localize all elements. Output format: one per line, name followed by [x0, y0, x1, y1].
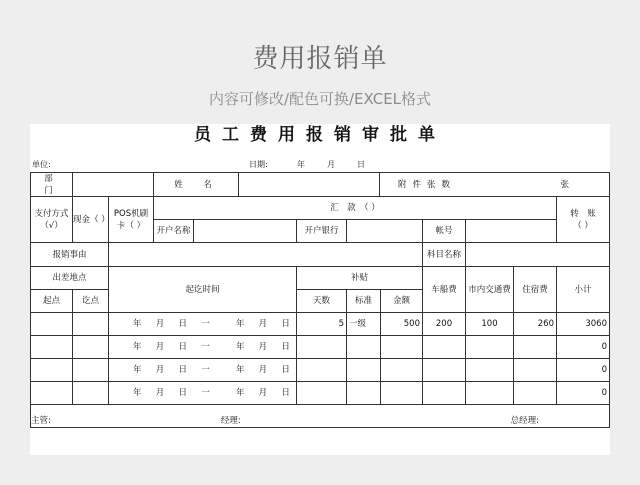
bank-label: 开户银行: [297, 220, 347, 243]
account-name-label: 开户名称: [154, 220, 194, 243]
period-field[interactable]: [109, 336, 297, 359]
days-field[interactable]: [297, 336, 347, 359]
end-field[interactable]: [73, 313, 109, 336]
gm-label: 总经理:: [510, 416, 539, 426]
signature-row: [31, 405, 610, 428]
trip-place-label: 出差地点: [31, 267, 109, 290]
days-field[interactable]: [297, 359, 347, 382]
date-month: 月: [327, 160, 335, 169]
subtotal-field[interactable]: 0: [557, 359, 610, 382]
period-field[interactable]: [109, 313, 297, 336]
date-day: 日: [357, 160, 365, 169]
subject-label: 科目名称: [423, 243, 466, 267]
subject-field[interactable]: [466, 243, 610, 267]
lodging-field[interactable]: [514, 336, 557, 359]
pos-option[interactable]: POS机刷卡（ ）: [109, 197, 154, 243]
transfer-option[interactable]: 转 账（ ）: [557, 197, 610, 243]
end-field[interactable]: [73, 382, 109, 405]
sheets-unit: 张: [560, 179, 569, 190]
standard-field[interactable]: [347, 359, 381, 382]
start-field[interactable]: [31, 336, 73, 359]
period-label: 起讫时间: [109, 267, 297, 313]
date-label: 日期:: [249, 160, 268, 169]
account-name-field[interactable]: [194, 220, 297, 243]
allowance-label: 补贴: [297, 267, 423, 290]
lodging-field[interactable]: [514, 382, 557, 405]
end-field[interactable]: [73, 336, 109, 359]
name-field[interactable]: [239, 173, 380, 197]
lodging-label: 住宿费: [514, 267, 557, 313]
bank-field[interactable]: [347, 220, 423, 243]
name-label: 姓 名: [154, 173, 239, 197]
date-year: 年: [297, 160, 305, 169]
standard-label: 标准: [347, 290, 381, 313]
period-field[interactable]: [109, 382, 297, 405]
amount-label: 金额: [381, 290, 423, 313]
subtotal-field[interactable]: 3060: [557, 313, 610, 336]
lodging-field[interactable]: [514, 359, 557, 382]
days-field[interactable]: [297, 382, 347, 405]
fare-field[interactable]: [423, 359, 466, 382]
subtotal-label: 小计: [557, 267, 610, 313]
amount-field[interactable]: [381, 382, 423, 405]
standard-field[interactable]: [347, 382, 381, 405]
attachments-cell[interactable]: [380, 173, 610, 197]
standard-field[interactable]: [347, 336, 381, 359]
payment-label: 支付方式（√）: [31, 197, 73, 243]
hero-title: 费用报销单: [252, 44, 388, 74]
period-dates: 年 月 日 一 年 月 日: [133, 342, 290, 352]
period-dates: 年 月 日 一 年 月 日: [133, 388, 290, 398]
attachments-label: 附件张数: [398, 179, 457, 190]
start-field[interactable]: [31, 359, 73, 382]
local-transport-field[interactable]: [466, 336, 514, 359]
fare-label: 车船费: [423, 267, 466, 313]
start-label: 起点: [31, 290, 73, 313]
dept-field[interactable]: [73, 173, 154, 197]
remit-option[interactable]: 汇 款 （ ）: [154, 197, 557, 220]
reason-field[interactable]: [109, 243, 423, 267]
days-label: 天数: [297, 290, 347, 313]
period-field[interactable]: [109, 359, 297, 382]
cash-option[interactable]: 现金（ ）: [73, 197, 109, 243]
dept-label: 部 门: [31, 173, 73, 197]
local-transport-field[interactable]: 100: [466, 313, 514, 336]
subtotal-field[interactable]: 0: [557, 336, 610, 359]
account-no-label: 帐号: [423, 220, 466, 243]
form-grid: [30, 172, 610, 428]
fare-field[interactable]: [423, 382, 466, 405]
fare-field[interactable]: 200: [423, 313, 466, 336]
amount-field[interactable]: 500: [381, 313, 423, 336]
local-transport-label: 市内交通费: [466, 267, 514, 313]
period-dates: 年 月 日 一 年 月 日: [133, 365, 290, 375]
fare-field[interactable]: [423, 336, 466, 359]
period-dates: 年 月 日 一 年 月 日: [133, 319, 290, 329]
days-field[interactable]: 5: [297, 313, 347, 336]
form-title: 员工费用报销审批单: [194, 125, 446, 145]
manager-label: 经理:: [220, 416, 241, 426]
start-field[interactable]: [31, 313, 73, 336]
end-field[interactable]: [73, 359, 109, 382]
reimbursement-form: [30, 124, 610, 455]
local-transport-field[interactable]: [466, 359, 514, 382]
amount-field[interactable]: [381, 336, 423, 359]
subtotal-field[interactable]: 0: [557, 382, 610, 405]
reason-label: 报销事由: [31, 243, 109, 267]
hero-subtitle: 内容可修改/配色可换/EXCEL格式: [208, 90, 432, 108]
supervisor-label: 主管:: [31, 416, 51, 426]
lodging-field[interactable]: 260: [514, 313, 557, 336]
end-label: 讫点: [73, 290, 109, 313]
start-field[interactable]: [31, 382, 73, 405]
account-no-field[interactable]: [466, 220, 557, 243]
standard-field[interactable]: 一级: [347, 313, 381, 336]
unit-label: 单位:: [32, 160, 51, 169]
amount-field[interactable]: [381, 359, 423, 382]
local-transport-field[interactable]: [466, 382, 514, 405]
